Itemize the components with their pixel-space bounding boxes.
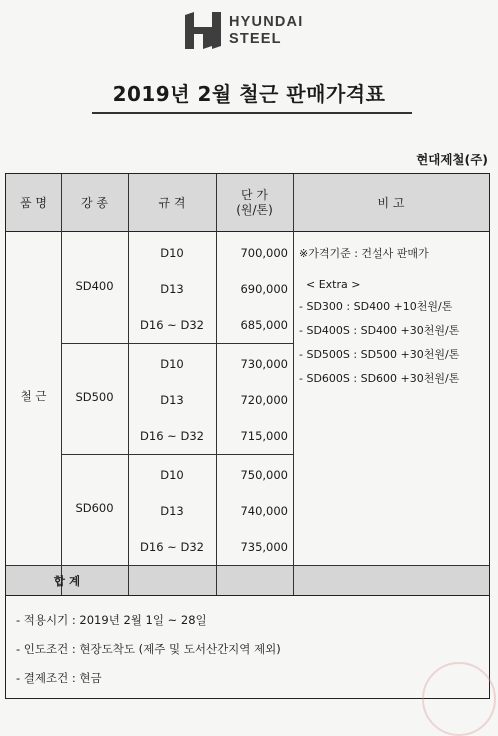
grid-line xyxy=(216,174,217,595)
price-cell: 740,000 xyxy=(240,504,288,518)
extra-item: - SD500S : SD500 +30천원/톤 xyxy=(299,348,460,361)
spec-cell: D16 ~ D32 xyxy=(140,540,204,554)
price-cell: 690,000 xyxy=(240,282,288,296)
spec-cell: D10 xyxy=(160,246,184,260)
seal-stamp xyxy=(422,662,496,736)
extra-item: - SD600S : SD600 +30천원/톤 xyxy=(299,372,460,385)
grid-line xyxy=(6,565,489,566)
spec-cell: D10 xyxy=(160,468,184,482)
title-underline xyxy=(92,112,412,114)
condition-delivery: - 인도조건 : 현장도착도 (제주 및 도서산간지역 제외) xyxy=(16,642,281,656)
logo-line-2: STEEL xyxy=(229,30,282,47)
header-product: 품 명 xyxy=(20,195,47,210)
header-remarks: 비 고 xyxy=(377,195,405,210)
price-cell: 685,000 xyxy=(240,318,288,332)
hyundai-steel-logo-icon xyxy=(183,12,223,49)
product-name: 철 근 xyxy=(20,389,47,403)
total-label: 합 계 xyxy=(53,574,81,588)
grid-line xyxy=(293,174,294,595)
spec-cell: D13 xyxy=(160,504,184,518)
conditions-box xyxy=(5,596,490,699)
spec-cell: D16 ~ D32 xyxy=(140,318,204,332)
spec-cell: D16 ~ D32 xyxy=(140,429,204,443)
grade-cell: SD400 xyxy=(75,279,114,293)
grid-line xyxy=(61,343,293,344)
extra-title: < Extra > xyxy=(306,278,361,291)
extra-item: - SD400S : SD400 +30천원/톤 xyxy=(299,324,460,337)
grid-line xyxy=(61,454,293,455)
extra-item: - SD300 : SD400 +10천원/톤 xyxy=(299,300,453,313)
price-table xyxy=(5,173,490,596)
header-price: 단 가 (원/톤) xyxy=(236,188,273,217)
price-cell: 700,000 xyxy=(240,246,288,260)
price-cell: 720,000 xyxy=(240,393,288,407)
page-title: 2019년 2월 철근 판매가격표 xyxy=(112,82,386,106)
spec-cell: D10 xyxy=(160,357,184,371)
company-logo xyxy=(183,12,303,49)
price-basis-note: ※가격기준 : 건설사 판매가 xyxy=(299,247,429,260)
grid-line xyxy=(61,174,62,595)
spec-cell: D13 xyxy=(160,393,184,407)
header-grade: 강 종 xyxy=(81,195,108,210)
price-cell: 715,000 xyxy=(240,429,288,443)
grade-cell: SD500 xyxy=(75,390,114,404)
grid-line xyxy=(128,174,129,595)
company-name: 현대제철(주) xyxy=(416,152,488,167)
logo-line-1: HYUNDAI xyxy=(229,13,304,30)
price-cell: 735,000 xyxy=(240,540,288,554)
grade-cell: SD600 xyxy=(75,501,114,515)
condition-payment: - 결제조건 : 현금 xyxy=(16,671,102,685)
condition-period: - 적용시기 : 2019년 2월 1일 ~ 28일 xyxy=(16,613,207,627)
spec-cell: D13 xyxy=(160,282,184,296)
price-cell: 750,000 xyxy=(240,468,288,482)
price-cell: 730,000 xyxy=(240,357,288,371)
logo-wordmark xyxy=(229,14,303,48)
header-spec: 규 격 xyxy=(158,195,186,210)
